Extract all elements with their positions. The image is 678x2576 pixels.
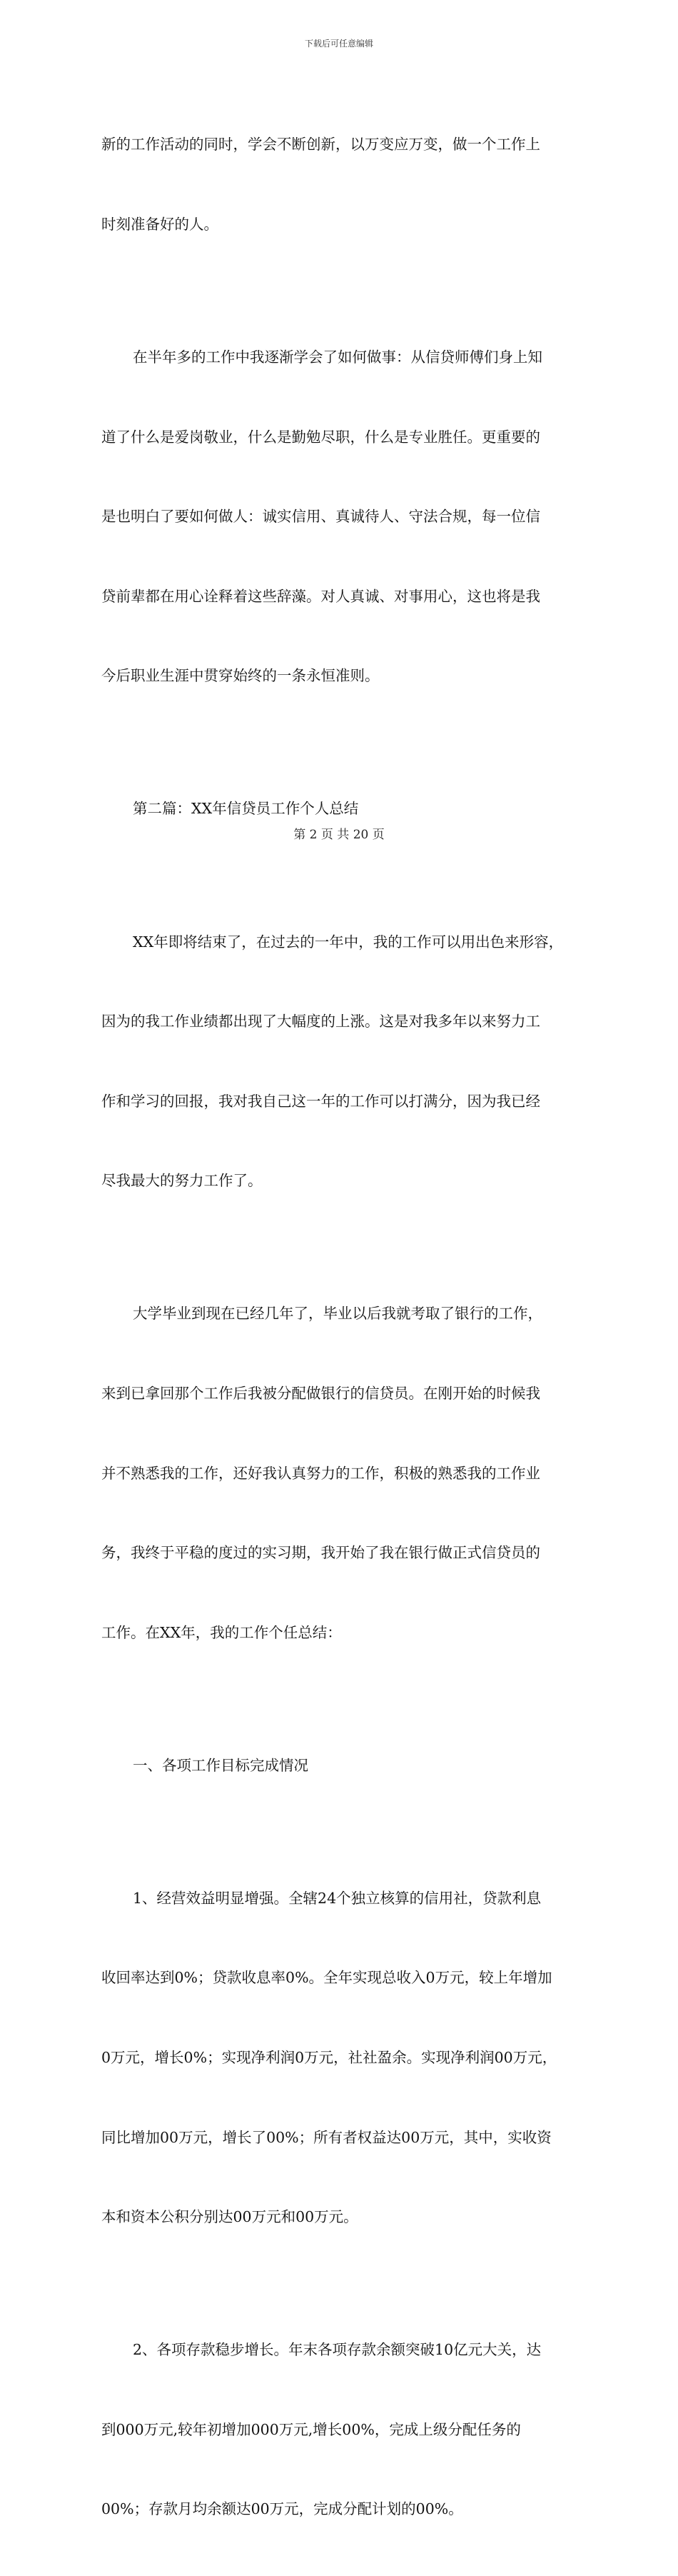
text-line: 大学毕业到现在已经几年了，毕业以后我就考取了银行的工作， [133, 1305, 542, 1323]
paragraph-4 [101, 876, 578, 1248]
text-line: XX年即将结束了，在过去的一年中，我的工作可以用出色来形容， [133, 933, 564, 951]
text-line: 今后职业生涯中贯穿始终的一条永恒准则。 [101, 667, 380, 685]
paragraph-8 [101, 2284, 578, 2576]
text-line: 作和学习的回报，我对我自己这一年的工作可以打满分，因为我已经 [101, 1092, 540, 1110]
text-line: 并不熟悉我的工作，还好我认真努力的工作，积极的熟悉我的工作业 [101, 1464, 540, 1482]
document-body [101, 79, 578, 2576]
text-line: 新的工作活动的同时，学会不断创新，以万变应万变，做一个工作上 [101, 136, 540, 154]
text-line: 收回率达到0%；贷款收息率0%。全年实现总收入0万元，较上年增加 [101, 1969, 552, 1987]
text-line: 一、各项工作目标完成情况 [133, 1756, 308, 1774]
paragraph-1 [101, 79, 578, 291]
text-line: 因为的我工作业绩都出现了大幅度的上涨。这是对我多年以来努力工 [101, 1013, 540, 1031]
text-line: 1、经营效益明显增强。全辖24个独立核算的信用社，贷款利息 [133, 1889, 542, 1907]
page-header-note: 下载后可任意编辑 [304, 39, 373, 49]
subsection-heading [101, 1699, 578, 1832]
text-line: 是也明白了要如何做人：诚实信用、真诚待人、守法合规，每一位信 [101, 508, 540, 526]
text-line: 2、各项存款稳步增长。年末各项存款余额突破10亿元大关，达 [133, 2341, 542, 2359]
paragraph-2 [101, 291, 578, 743]
text-line: 工作。在XX年，我的工作个任总结： [101, 1623, 342, 1641]
text-line: 在半年多的工作中我逐渐学会了如何做事：从信贷师傅们身上知 [133, 349, 542, 366]
text-line: 时刻准备好的人。 [101, 216, 218, 234]
text-line: 到000万元,较年初增加000万元,增长00%，完成上级分配任务的 [101, 2420, 521, 2438]
text-line: 务，我终于平稳的度过的实习期，我开始了我在银行做正式信贷员的 [101, 1544, 540, 1562]
text-line: 贷前辈都在用心诠释着这些辞藻。对人真诚、对事用心，这也将是我 [101, 587, 540, 605]
section-heading [101, 743, 578, 876]
text-line: 来到已拿回那个工作后我被分配做银行的信贷员。在刚开始的时候我 [101, 1384, 540, 1402]
text-line: 道了什么是爱岗敬业，什么是勤勉尽职，什么是专业胜任。更重要的 [101, 428, 540, 446]
paragraph-7 [101, 1832, 578, 2283]
text-line: 尽我最大的努力工作了。 [101, 1172, 263, 1190]
text-line: 第二篇：XX年信贷员工作个人总结 [133, 800, 359, 818]
page-number: 第 2 页 共 20 页 [293, 828, 385, 842]
text-line: 0万元，增长0%；实现净利润0万元，社社盈余。实现净利润00万元， [101, 2049, 557, 2067]
text-line: 本和资本公积分别达00万元和00万元。 [101, 2208, 358, 2226]
paragraph-5 [101, 1248, 578, 1699]
text-line: 00%；存款月均余额达00万元，完成分配计划的00%。 [101, 2500, 463, 2518]
text-line: 同比增加00万元，增长了00%；所有者权益达00万元，其中，实收资 [101, 2128, 552, 2146]
